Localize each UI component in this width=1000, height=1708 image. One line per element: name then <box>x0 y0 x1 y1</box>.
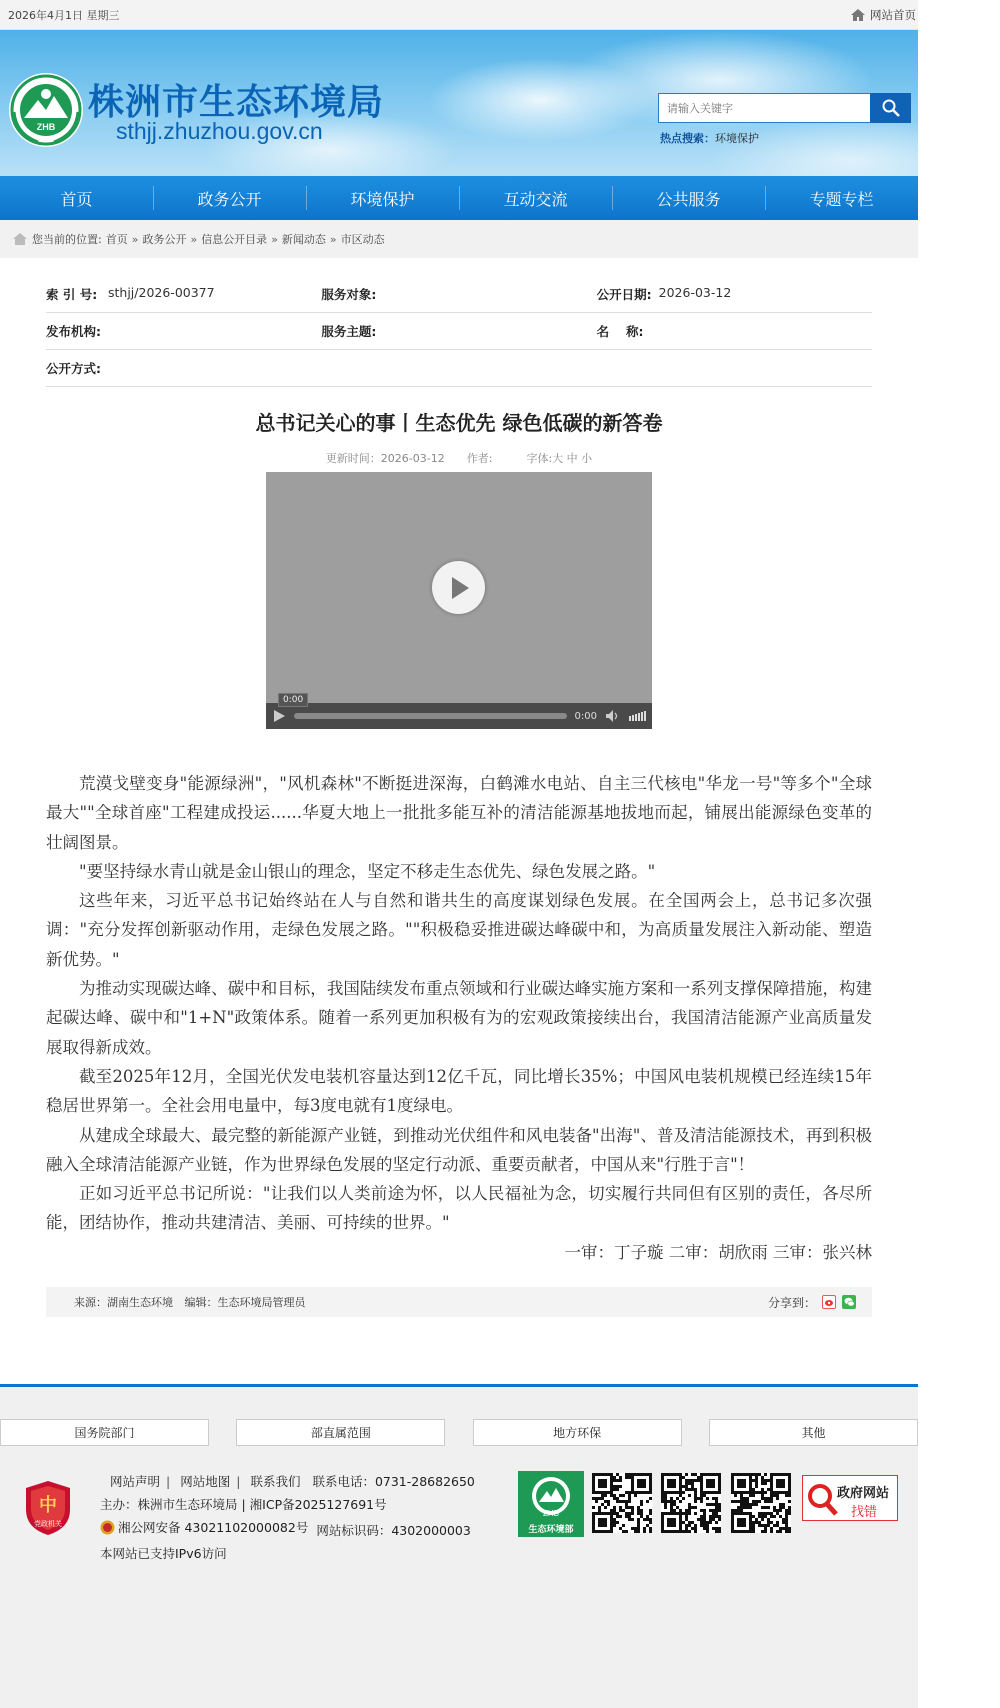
author: 作者: <box>466 452 493 465</box>
nav-public-service[interactable]: 公共服务 <box>612 176 765 220</box>
footer-link-statement[interactable]: 网站声明 <box>110 1474 161 1489</box>
meta-key: 服务主题: <box>321 324 377 339</box>
meta-cell <box>46 285 321 303</box>
article-paragraph: 截至2025年12月，全国光伏发电装机容量达到12亿千瓦，同比增长35%；中国风电装机规模已经连续15年稳居世界第一。全社会用电量中，每3度电就有1度绿电。 <box>46 1066 872 1116</box>
badge-text: 党政机关 <box>34 1520 62 1528</box>
link-group-local[interactable]: 地方环保 <box>473 1419 682 1446</box>
gov-err-title: 政府网站 <box>837 1486 890 1501</box>
breadcrumb-sep: » <box>190 232 198 246</box>
police-badge-icon <box>100 1520 115 1535</box>
footer-host: 主办：株洲市生态环境局 | 湘ICP备2025127691号 <box>100 1497 387 1512</box>
nav-government-affairs[interactable]: 政务公开 <box>153 176 306 220</box>
site-title: 株洲市生态环境局 <box>88 82 385 123</box>
meta-cell <box>321 322 596 340</box>
top-bar <box>0 0 918 30</box>
footer-info: 网站声明 | 网站地图 | 联系我们 联系电话：0731-28682650 主办：株洲市生态环境局 | 湘ICP备2025127691号 湘公网安备 43021102000082号 网站标识码：4302000003 本网站已支持IPv6访问 <box>100 1470 475 1565</box>
meta-key: 名 称: <box>596 324 644 339</box>
breadcrumb-sep: » <box>329 232 337 246</box>
header-banner <box>0 30 918 176</box>
site-home-label: 网站首页 <box>870 7 916 22</box>
breadcrumb-item-city[interactable]: 市区动态 <box>340 233 385 246</box>
gov-site-error-report[interactable] <box>802 1475 898 1521</box>
source-bar <box>46 1287 872 1317</box>
mee-caption: 生态环境部 <box>528 1525 574 1535</box>
font-size-switch[interactable]: 字体:大 中 小 <box>526 452 593 465</box>
svg-text:中: 中 <box>39 1495 57 1516</box>
related-links <box>0 1419 918 1446</box>
meta-key: 公开日期: <box>596 287 652 302</box>
footer-phone: 联系电话：0731-28682650 <box>312 1474 475 1489</box>
nav-interaction[interactable]: 互动交流 <box>459 176 612 220</box>
meta-key: 发布机构: <box>46 324 101 339</box>
police-record-text: 湘公网安备 43021102000082号 <box>118 1520 309 1535</box>
progress-time-tip: 0:00 <box>278 693 308 707</box>
search-button[interactable] <box>870 93 911 123</box>
footer-link-sitemap[interactable]: 网站地图 <box>180 1474 231 1489</box>
article-paragraph: 从建成全球最大、最完整的新能源产业链，到推动光伏组件和风电装备"出海"、普及清洁能源技术，再到积极融入全球清洁能源产业链，作为世界绿色发展的坚定行动派、重要贡献者，中国从来"行胜于言"！ <box>46 1125 872 1174</box>
link-group-other[interactable]: 其他 <box>709 1419 918 1446</box>
site-home-link[interactable] <box>850 7 916 23</box>
hot-search-item[interactable]: 环境保护 <box>715 132 759 145</box>
meta-key: 公开方式: <box>46 361 101 376</box>
nav-environment-protection[interactable]: 环境保护 <box>306 176 459 220</box>
volume-slider[interactable] <box>629 711 646 721</box>
updated-time: 更新时间：2026-03-12 <box>325 452 445 465</box>
mee-emblem-icon <box>518 1471 584 1537</box>
current-date: 2026年4月1日 星期三 <box>8 8 120 22</box>
site-domain: sthjj.zhuzhou.gov.cn <box>116 118 323 144</box>
meta-cell <box>46 322 321 340</box>
search-icon <box>881 98 901 118</box>
meta-row <box>46 276 872 313</box>
qr-code-1 <box>592 1473 652 1533</box>
meta-cell <box>597 322 872 340</box>
mee-logo-text: ZHB <box>543 1509 559 1518</box>
share <box>768 1294 856 1311</box>
article-paragraph: "要坚持绿水青山就是金山银山的理念，坚定不移走生态优先、绿色发展之路。" <box>79 861 656 881</box>
site-id: 网站标识码：4302000003 <box>316 1523 471 1538</box>
gov-err-subtitle: 找错 <box>851 1505 878 1520</box>
breadcrumb-item-news[interactable]: 新闻动态 <box>281 233 326 246</box>
play-icon <box>447 575 471 601</box>
meta-value: 2026-03-12 <box>658 285 732 300</box>
article-paragraph: 这些年来，习近平总书记始终站在人与自然和谐共生的高度谋划绿色发展。在全国两会上，总书记多次强调："充分发挥创新驱动作用，走绿色发展之路。""积极稳妥推进碳达峰碳中和，为高质量发展注入新动能、塑造新优势。" <box>46 891 872 969</box>
breadcrumb-sep: » <box>271 232 278 246</box>
magnifier-icon <box>805 1479 839 1519</box>
source: 来源：湖南生态环境 <box>74 1296 173 1310</box>
meta-cell <box>321 285 596 303</box>
video-controls <box>266 695 652 729</box>
mee-logo[interactable] <box>518 1471 584 1537</box>
video-time: 0:00 <box>574 710 597 722</box>
nav-special-topics[interactable]: 专题专栏 <box>765 176 918 220</box>
breadcrumb-item-gov[interactable]: 政务公开 <box>142 233 187 246</box>
home-icon <box>12 232 28 246</box>
meta-key: 索 引 号: <box>46 287 98 302</box>
footer-link-contact[interactable]: 联系我们 <box>250 1474 301 1489</box>
search-input[interactable] <box>658 93 870 123</box>
zhb-emblem-logo <box>8 72 84 148</box>
weibo-share-icon[interactable] <box>822 1295 836 1309</box>
review-line: 一审：丁子璇 二审：胡欣雨 三审：张兴林 <box>564 1242 872 1262</box>
qr-code-2 <box>661 1473 721 1533</box>
article-info <box>0 450 918 466</box>
share-label: 分享到： <box>767 1295 816 1310</box>
breadcrumb <box>0 220 918 258</box>
logo-text: ZHB <box>36 122 56 132</box>
search-box <box>658 93 911 123</box>
meta-cell <box>46 359 333 377</box>
wechat-share-icon[interactable] <box>842 1295 856 1309</box>
meta-key: 服务对象: <box>321 287 377 302</box>
play-small-icon[interactable] <box>272 709 286 723</box>
play-button[interactable] <box>432 561 485 614</box>
hot-search-label: 热点搜索： <box>660 132 715 145</box>
nav-home[interactable]: 首页 <box>60 189 93 209</box>
editor: 编辑：生态环境局管理员 <box>184 1296 306 1310</box>
video-progress-bar[interactable] <box>294 713 567 719</box>
article-paragraph: 荒漠戈壁变身"能源绿洲"，"风机森林"不断挺进深海，白鹤滩水电站、自主三代核电"华龙一号"等多个"全球最大""全球首座"工程建成投运......华夏大地上一批批多能互补的清洁能源基地拔地而起，铺展出能源绿色变革的壮阔图景。 <box>46 774 872 852</box>
breadcrumb-item-catalog[interactable]: 信息公开目录 <box>201 233 268 246</box>
main-nav <box>0 176 918 220</box>
police-record[interactable] <box>100 1516 308 1539</box>
volume-icon[interactable] <box>605 709 621 723</box>
meta-table <box>46 276 872 387</box>
home-icon <box>850 7 866 23</box>
article-paragraph: 正如习近平总书记所说："让我们以人类前途为怀，以人民福祉为念，切实履行共同但有区别的责任，各尽所能，团结协作，推动共建清洁、美丽、可持续的世界。" <box>46 1184 872 1233</box>
meta-cell <box>597 285 872 303</box>
hot-search <box>660 130 759 146</box>
meta-row <box>46 313 872 350</box>
ipv6-note: 本网站已支持IPv6访问 <box>100 1546 227 1561</box>
footer-divider <box>0 1384 918 1387</box>
breadcrumb-item-home[interactable]: 首页 <box>105 233 128 246</box>
meta-value: sthjj/2026-00377 <box>108 285 215 300</box>
link-group-state-council[interactable]: 国务院部门 <box>0 1419 209 1446</box>
article-body <box>46 769 872 1267</box>
video-player[interactable] <box>266 472 652 729</box>
link-group-ministry[interactable]: 部直属范围 <box>236 1419 445 1446</box>
article-paragraph: 为推动实现碳达峰、碳中和目标，我国陆续发布重点领域和行业碳达峰实施方案和一系列支撑保障措施，构建起碳达峰、碳中和"1+N"政策体系。随着一系列更加积极有为的宏观政策接续出台，我国清洁能源产业高质量发展取得新成效。 <box>46 979 872 1057</box>
party-government-badge[interactable] <box>24 1480 72 1536</box>
meta-row <box>46 350 872 387</box>
breadcrumb-prefix: 您当前的位置: <box>32 233 102 246</box>
qr-code-3 <box>731 1473 791 1533</box>
breadcrumb-sep: » <box>131 232 139 246</box>
article-title: 总书记关心的事丨生态优先 绿色低碳的新答卷 <box>255 411 663 435</box>
